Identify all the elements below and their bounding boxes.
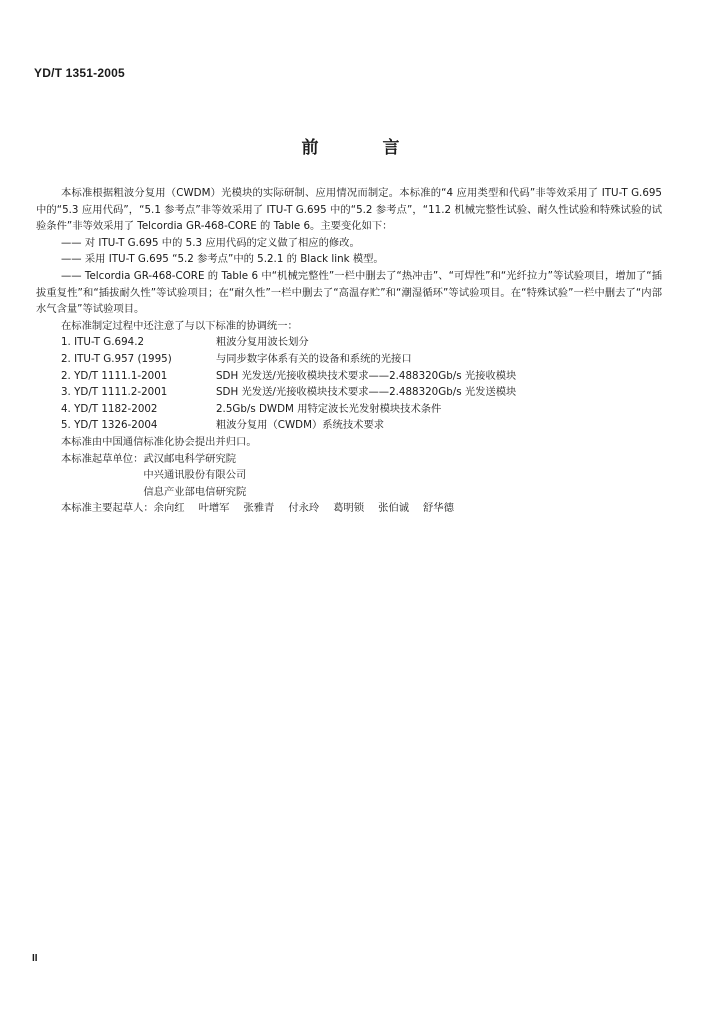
drafting-unit: 信息产业部电信研究院 <box>143 485 247 498</box>
standard-number: 1. ITU-T G.694.2 <box>61 336 145 349</box>
drafter-name: 叶增军 <box>198 502 230 515</box>
standard-row <box>36 384 662 401</box>
drafter-name: 张伯诚 <box>378 502 410 515</box>
page-number: II <box>32 953 38 964</box>
coordination-intro: 在标准制定过程中还注意了与以下标准的协调统一： <box>61 319 298 332</box>
standard-row <box>36 334 662 351</box>
title-char-1: 前 <box>301 138 319 158</box>
drafter-name: 余向红 <box>153 502 185 515</box>
standard-number: 2. ITU-T G.957 (1995) <box>61 352 172 365</box>
proposer-statement: 本标准由中国通信标准化协会提出并归口。 <box>61 435 257 448</box>
standard-number: 2. YD/T 1111.1-2001 <box>61 369 168 382</box>
document-id: YD/T 1351-2005 <box>34 66 125 80</box>
change-item-3: —— Telcordia GR-468-CORE 的 Table 6 中“机械完整性”一栏中删去了“热冲击”、“可焊性”和“光纤拉力”等试验项目，增加了“插拔重复性”和“插拔耐久性”等试验项目；在“耐久性”一栏中删去了“高温存贮”和“潮湿循环”等试验项目。在“特殊试验”一栏中删去了“内部水气含量”等试验项目。 <box>36 269 662 316</box>
standard-number: 5. YD/T 1326-2004 <box>61 419 158 432</box>
standard-row <box>36 368 662 385</box>
drafters <box>36 500 662 517</box>
drafter-name: 付永玲 <box>288 502 320 515</box>
standard-number: 4. YD/T 1182-2002 <box>61 402 158 415</box>
title-char-2: 言 <box>382 138 400 158</box>
drafting-units <box>36 451 662 501</box>
drafting-unit: 中兴通讯股份有限公司 <box>143 469 247 482</box>
drafters-label: 本标准主要起草人： <box>61 502 154 515</box>
drafter-name: 舒华德 <box>423 502 454 515</box>
drafting-unit: 武汉邮电科学研究院 <box>143 452 237 465</box>
drafter-name: 张雅青 <box>243 502 275 515</box>
standard-row <box>36 417 662 434</box>
standard-row <box>36 351 662 368</box>
standard-row <box>36 401 662 418</box>
change-item-2: —— 采用 ITU-T G.695 “5.2 参考点”中的 5.2.1 的 Black link 模型。 <box>61 253 384 266</box>
standard-name: 与同步数字体系有关的设备和系统的光接口 <box>216 352 412 365</box>
drafting-units-list <box>143 451 246 501</box>
change-item-1: —— 对 ITU-T G.695 中的 5.3 应用代码的定义做了相应的修改。 <box>61 236 360 249</box>
page-title <box>0 133 701 158</box>
standard-name: 粗波分复用波长划分 <box>216 336 309 349</box>
drafter-name: 葛明锁 <box>333 502 365 515</box>
standard-number: 3. YD/T 1111.2-2001 <box>61 386 168 399</box>
foreword-body <box>36 185 662 517</box>
standard-name: SDH 光发送/光接收模块技术要求——2.488320Gb/s 光接收模块 <box>216 369 517 382</box>
standard-name: 2.5Gb/s DWDM 用特定波长光发射模块技术条件 <box>216 402 442 415</box>
standard-name: SDH 光发送/光接收模块技术要求——2.488320Gb/s 光发送模块 <box>216 386 517 399</box>
drafting-units-label: 本标准起草单位： <box>61 452 144 465</box>
standard-name: 粗波分复用（CWDM）系统技术要求 <box>216 419 385 432</box>
intro-paragraph: 本标准根据粗波分复用（CWDM）光模块的实际研制、应用情况而制定。本标准的“4 应用类型和代码”非等效采用了 ITU-T G.695 中的“5.3 应用代码”，“5.1 参考点”非等效采用了 ITU-T G.695 中的“5.2 参考点”，“11.2 机械完整性试验、耐久性试验和特殊试验的试验条件”非等效采用了 Telcordia GR-468-CORE 的 Table 6。主要变化如下： <box>36 187 662 233</box>
